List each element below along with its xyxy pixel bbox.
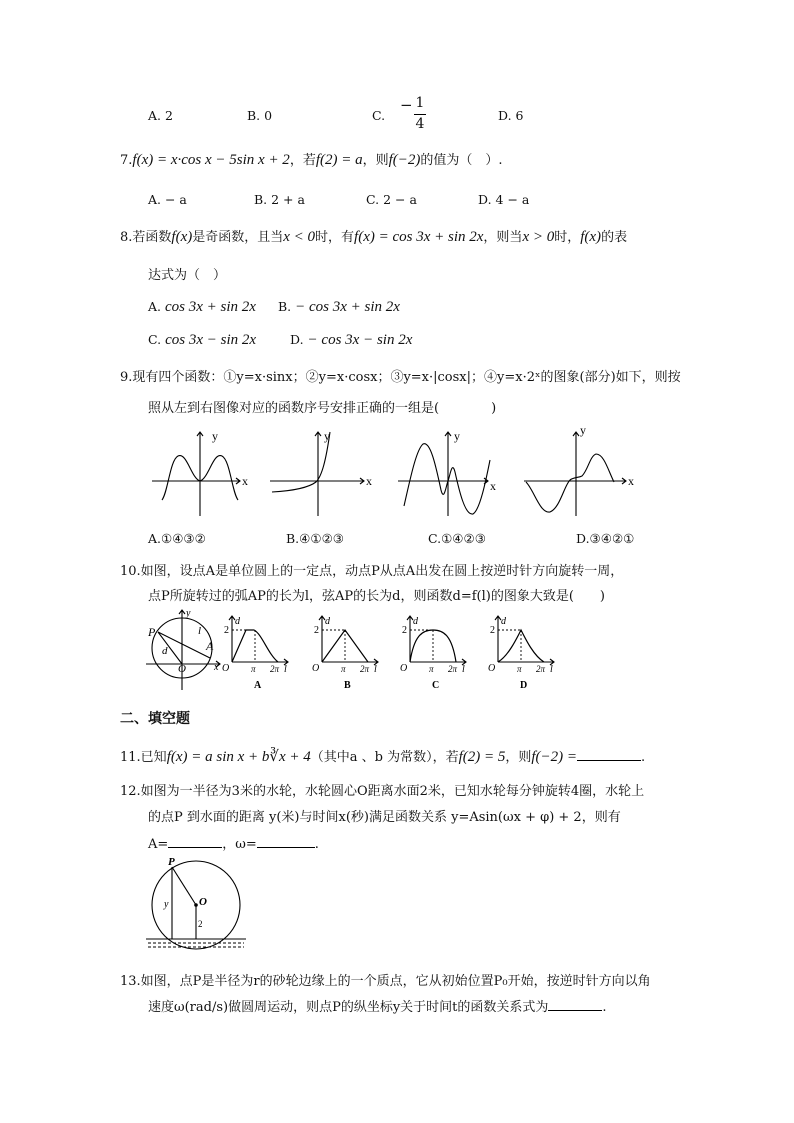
q11-answer-blank[interactable] bbox=[577, 760, 641, 761]
q10-label-y: y bbox=[186, 608, 191, 619]
q6-option-d: D. 6 bbox=[498, 108, 524, 123]
q8-option-b bbox=[278, 299, 400, 316]
q10-graph-D-label-origin: O bbox=[488, 663, 496, 674]
q7-text: 的值为（ ）. bbox=[420, 153, 503, 168]
q12-omega-blank[interactable] bbox=[257, 847, 315, 848]
q10-answer-graphs bbox=[222, 616, 554, 691]
q10-graph-D-label-2pi: 2π bbox=[536, 664, 546, 674]
q8-option-d bbox=[290, 332, 412, 349]
q9-option-c: C.①④②③ bbox=[428, 531, 486, 546]
q10-graph-D-label-l: l bbox=[550, 664, 553, 675]
q10-graph-D-label-pi: π bbox=[517, 664, 522, 674]
q8-text: 的表 bbox=[601, 230, 628, 245]
q10-label-l: l bbox=[198, 625, 202, 637]
q6-option-a: A. 2 bbox=[148, 108, 173, 123]
q11-text: ，则 bbox=[505, 750, 532, 765]
q12-line1: 12.如图为一半径为3米的水轮，水轮圆心O距离水面2米，已知水轮每分钟旋转4圈，水轮上 bbox=[120, 784, 645, 799]
q9-option-d: D.③④②① bbox=[576, 531, 635, 546]
question-11 bbox=[120, 746, 645, 766]
q10-graph-D-label-2: 2 bbox=[490, 625, 495, 636]
q9-g1-y-label: y bbox=[212, 429, 218, 443]
fraction-bar bbox=[414, 114, 426, 115]
q6-option-c-numerator: 1 bbox=[415, 95, 425, 111]
q8-function: f(x) bbox=[171, 229, 193, 245]
q10-label-O: O bbox=[178, 663, 186, 675]
q8-option-c-expr: cos 3x − sin 2x bbox=[165, 332, 257, 348]
q13-line2-wrap bbox=[148, 996, 607, 1015]
q8-option-c-label: C. bbox=[148, 332, 162, 347]
q12-center-dot bbox=[194, 903, 198, 907]
q10-graph-C-label-l: l bbox=[462, 664, 465, 675]
q11-expression: f(x) = a sin x + b∛x + 4 bbox=[166, 749, 311, 765]
q10-figures bbox=[140, 606, 580, 696]
q11-text: . bbox=[641, 750, 646, 765]
q8-text: 时， bbox=[554, 230, 581, 245]
q9-option-a: A.①④③② bbox=[148, 531, 206, 546]
q10-graph-A-label-2pi: 2π bbox=[270, 664, 280, 674]
q8-option-d-expr: − cos 3x − sin 2x bbox=[307, 332, 413, 348]
q10-graph-A-label-d: d bbox=[235, 616, 240, 627]
q9-g1-x-label: x bbox=[242, 474, 248, 488]
q9-line2: 照从左到右图像对应的函数序号安排正确的一组是( ) bbox=[148, 401, 497, 416]
q10-graph-A-caption: A bbox=[254, 680, 262, 691]
q10-graph-C-label-2pi: 2π bbox=[448, 664, 458, 674]
q10-graph-C-label-d: d bbox=[413, 616, 418, 627]
q8-text: 是奇函数，且当 bbox=[192, 230, 284, 245]
q10-graph-A-label-pi: π bbox=[251, 664, 256, 674]
q7-text: ，则 bbox=[362, 153, 389, 168]
q10-graph-B-label-d: d bbox=[325, 616, 330, 627]
q10-graph-B-label-pi: π bbox=[341, 664, 346, 674]
q10-graph-B-label-l: l bbox=[374, 664, 377, 675]
q8-condition-positive: x > 0 bbox=[522, 229, 555, 245]
q13-line2: 速度ω(rad/s)做圆周运动，则点P的纵坐标y关于时间t的函数关系式为 bbox=[148, 1000, 549, 1015]
q12-waterwheel-figure bbox=[140, 855, 250, 960]
q6-option-c-label: C. bbox=[372, 108, 386, 123]
q10-label-x: x bbox=[214, 662, 219, 673]
q12-label-y: y bbox=[164, 899, 169, 910]
q9-option-b: B.④①②③ bbox=[286, 531, 344, 546]
q9-g3-y-label: y bbox=[454, 429, 460, 443]
q8-option-d-label: D. bbox=[290, 332, 304, 347]
q13-line1: 13.如图，点P是半径为r的砂轮边缘上的一个质点，它从初始位置P₀开始，按逆时针方向以角 bbox=[120, 974, 651, 989]
q11-text: 11.已知 bbox=[120, 750, 167, 765]
q10-graph-A-label-l: l bbox=[284, 664, 287, 675]
q11-condition: f(2) = 5 bbox=[458, 749, 506, 765]
q8-function: f(x) bbox=[580, 229, 602, 245]
q9-g4-curve bbox=[526, 454, 614, 512]
q12-label-O: O bbox=[199, 896, 207, 908]
q10-line2: 点P所旋转过的弧AP的长为l，弦AP的长为d，则函数d=f(l)的图象大致是( ) bbox=[148, 589, 605, 604]
q10-graph-B-label-origin: O bbox=[312, 663, 320, 674]
q8-expression: f(x) = cos 3x + sin 2x bbox=[354, 229, 484, 245]
q8-option-c bbox=[148, 332, 256, 349]
q10-graph-C-label-pi: π bbox=[429, 664, 434, 674]
q7-option-b: B. 2 + a bbox=[254, 192, 305, 207]
q10-label-A: A bbox=[206, 639, 214, 653]
q8-option-a-label: A. bbox=[148, 299, 162, 314]
question-7 bbox=[120, 149, 503, 169]
q9-g2-x-label: x bbox=[366, 474, 372, 488]
q10-graph-C-label-2: 2 bbox=[402, 625, 407, 636]
q7-condition: f(2) = a bbox=[315, 152, 363, 168]
q11-text: （其中a 、b 为常数），若 bbox=[310, 750, 459, 765]
q6-option-b: B. 0 bbox=[247, 108, 273, 123]
q9-g3-curve bbox=[404, 444, 490, 514]
q6-option-c-sign: − bbox=[400, 96, 413, 114]
q12-line2: 的点P 到水面的距离 y(米)与时间x(秒)满足函数关系 y=Asin(ωx + φ) + 2，则有 bbox=[148, 810, 621, 825]
q13-text: . bbox=[602, 1000, 607, 1015]
q10-graph-D-caption: D bbox=[520, 680, 528, 691]
q9-line1: 9.现有四个函数：①y=x·sinx；②y=x·cosx；③y=x·|cosx|；④y=x·2ˣ的图象(部分)如下，则按 bbox=[120, 370, 681, 385]
q6-option-c-denominator: 4 bbox=[415, 116, 425, 132]
q8-option-b-label: B. bbox=[278, 299, 292, 314]
q10-graph-C-caption: C bbox=[432, 680, 440, 691]
q12-line3 bbox=[148, 833, 319, 852]
q12-a-label: A= bbox=[148, 837, 169, 852]
q10-graph-B-label-2: 2 bbox=[314, 625, 319, 636]
q8-line2: 达式为（ ） bbox=[148, 268, 227, 283]
q10-graph-B-label-2pi: 2π bbox=[360, 664, 370, 674]
q7-option-d: D. 4 − a bbox=[478, 192, 530, 207]
q8-text: 8.若函数 bbox=[120, 230, 172, 245]
q9-g3-x-label: x bbox=[490, 479, 496, 493]
q8-option-a-expr: cos 3x + sin 2x bbox=[165, 299, 256, 315]
q7-formula: f(x) = x·cos x − 5sin x + 2 bbox=[132, 152, 290, 168]
q8-option-a bbox=[148, 299, 256, 316]
q7-option-a: A. − a bbox=[148, 192, 187, 207]
q10-graph-C-label-origin: O bbox=[400, 663, 408, 674]
q8-text: ，则当 bbox=[483, 230, 523, 245]
section-2-heading: 二、填空题 bbox=[120, 711, 190, 727]
q7-text: ，若 bbox=[289, 153, 316, 168]
q10-label-P: P bbox=[148, 625, 156, 639]
q12-omega-label: ，ω= bbox=[222, 837, 257, 852]
q10-label-d: d bbox=[162, 645, 168, 657]
q12-label-P: P bbox=[168, 856, 175, 868]
q9-g4-x-label: x bbox=[628, 474, 634, 488]
q10-graph-B-caption: B bbox=[344, 680, 351, 691]
q11-target: f(−2) = bbox=[531, 749, 578, 765]
q8-text: 时，有 bbox=[315, 230, 355, 245]
q13-answer-blank[interactable] bbox=[548, 1010, 602, 1011]
q7-option-c: C. 2 − a bbox=[366, 192, 417, 207]
q8-option-b-expr: − cos 3x + sin 2x bbox=[295, 299, 400, 315]
q9-g2-y-label: y bbox=[324, 429, 330, 443]
q10-graph-A-label-2: 2 bbox=[224, 625, 229, 636]
q9-g2-curve bbox=[272, 432, 330, 492]
q7-number: 7. bbox=[120, 153, 133, 168]
q10-line1: 10.如图，设点A是单位圆上的一定点，动点P从点A出发在圆上按逆时针方向旋转一周， bbox=[120, 564, 624, 579]
q12-label-2: 2 bbox=[198, 919, 203, 929]
q7-target: f(−2) bbox=[388, 152, 421, 168]
q9-g4-y-label: y bbox=[580, 423, 586, 437]
q12-a-blank[interactable] bbox=[168, 847, 222, 848]
q10-graph-D-label-d: d bbox=[501, 616, 506, 627]
q12-text: . bbox=[314, 837, 319, 852]
q12-radius-OP bbox=[172, 867, 196, 905]
question-8 bbox=[120, 226, 627, 246]
q9-graphs bbox=[140, 420, 660, 520]
q10-graph-A-label-origin: O bbox=[222, 663, 230, 674]
q8-condition-negative: x < 0 bbox=[283, 229, 316, 245]
